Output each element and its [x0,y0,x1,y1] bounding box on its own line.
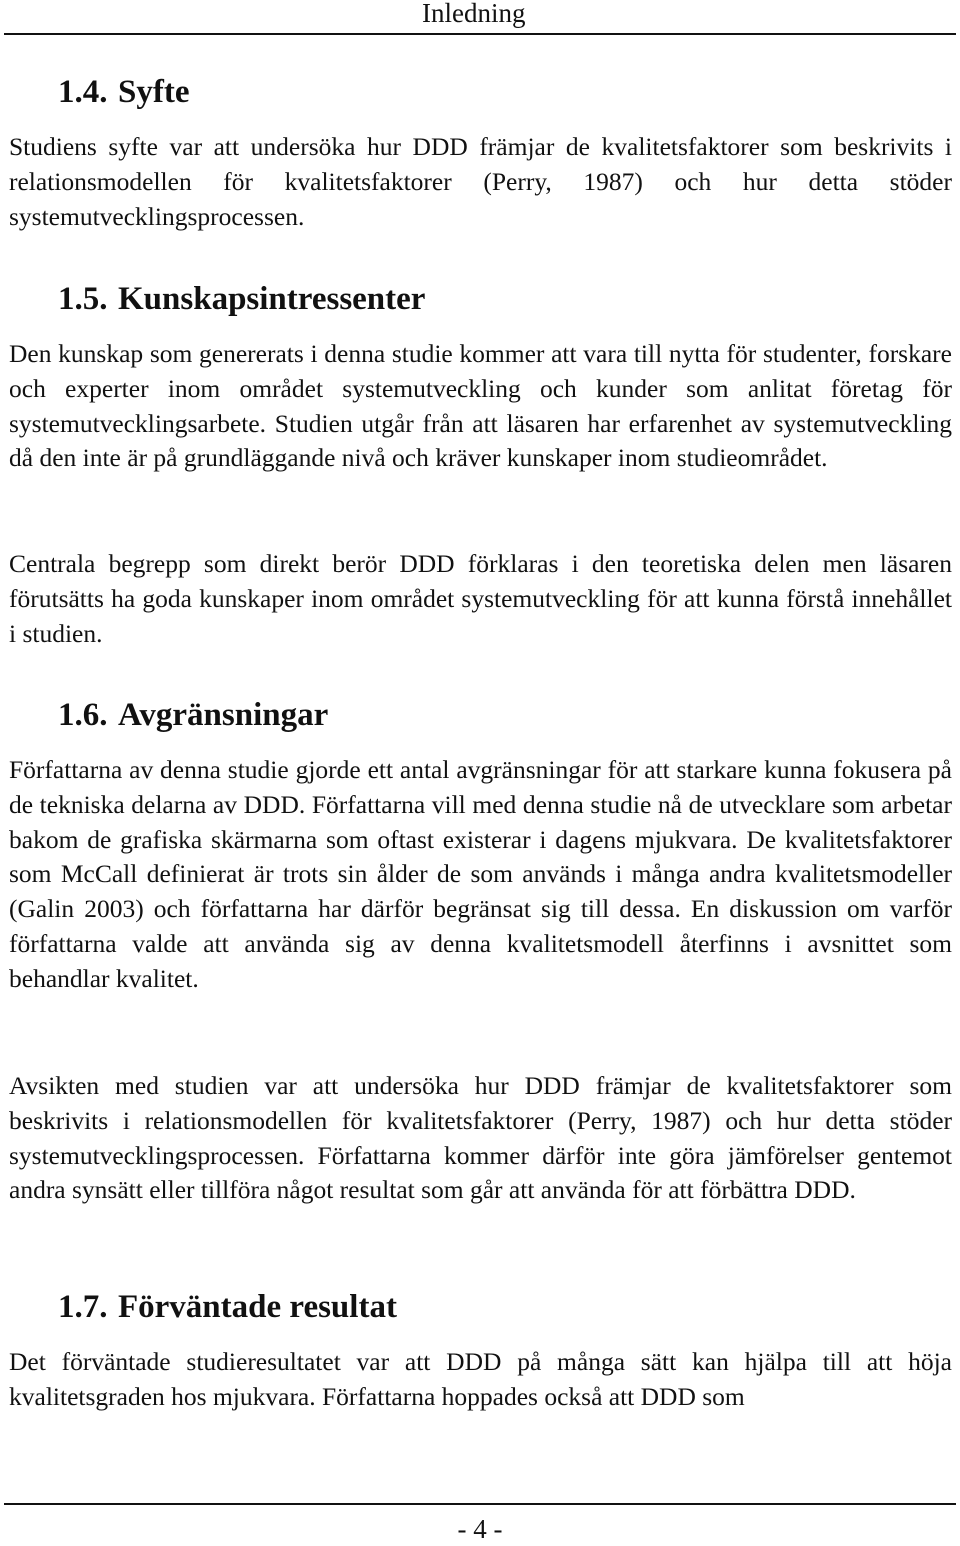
paragraph: Författarna av denna studie gjorde ett antal avgränsningar för att starkare kunna fokusera på de tekniska delarna av DDD. Författarna vill med denna studie nå de utvecklare som arbetar bakom de grafiska skärmarna som oftast existerar i dagens mjukvara. De kvalitetsfaktorer som McCall definierat är trots sin ålder de som används i många andra kvalitetsmodeller (Galin 2003) och författarna har därför begränsat sig till dessa. En diskussion om varför författarna valde att använda sig av denna kvalitetsmodell återfinns i avsnittet som behandlar kvalitet. [9,755,952,993]
page-number: - 4 - [457,1514,503,1544]
section-title: Förväntade resultat [118,1289,397,1325]
section-title: Syfte [118,74,190,110]
footer-rule [4,1503,956,1505]
section-number: 1.6. [58,697,108,733]
section-heading-kunskapsintressenter [58,279,425,319]
paragraph: Avsikten med studien var att undersöka hur DDD främjar de kvalitetsfaktorer som beskrivits i relationsmodellen för kvalitetsfaktorer (Perry, 1987) och hur detta stöder systemutvecklingsprocessen. Författarna kommer därför inte göra jämförelser gentemot andra synsätt eller tillföra något resultat som går att använda för att förbättra DDD. [9,1071,952,1205]
section-heading-syfte [58,72,189,112]
paragraph: Det förväntade studieresultatet var att DDD på många sätt kan hjälpa till att höja kvalitetsgraden hos mjukvara. Författarna hoppades också att DDD som [9,1347,952,1411]
section-heading-forvantade-resultat [58,1287,397,1327]
section-title: Avgränsningar [118,697,329,733]
section-number: 1.4. [58,74,108,110]
paragraph: Den kunskap som genererats i denna studie kommer att vara till nytta för studenter, forskare och experter inom området systemutveckling och kunder som anlitat företag för systemutvecklingsarbete. Studien utgår från att läsaren har erfarenhet av systemutveckling då den inte är på grundläggande nivå och kräver kunskaper inom studieområdet. [9,339,952,473]
running-head: Inledning [422,0,526,28]
section-number: 1.7. [58,1289,108,1325]
section-number: 1.5. [58,281,108,317]
header-rule [4,33,956,35]
section-title: Kunskapsintressenter [118,281,426,317]
paragraph: Studiens syfte var att undersöka hur DDD främjar de kvalitetsfaktorer som beskrivits i relationsmodellen för kvalitetsfaktorer (Perry, 1987) och hur detta stöder systemutvecklingsprocessen. [9,132,952,231]
section-heading-avgransningar [58,695,328,735]
paragraph: Centrala begrepp som direkt berör DDD förklaras i den teoretiska delen men läsaren förutsätts ha goda kunskaper inom området systemutveckling för att kunna förstå innehållet i studien. [9,549,952,648]
